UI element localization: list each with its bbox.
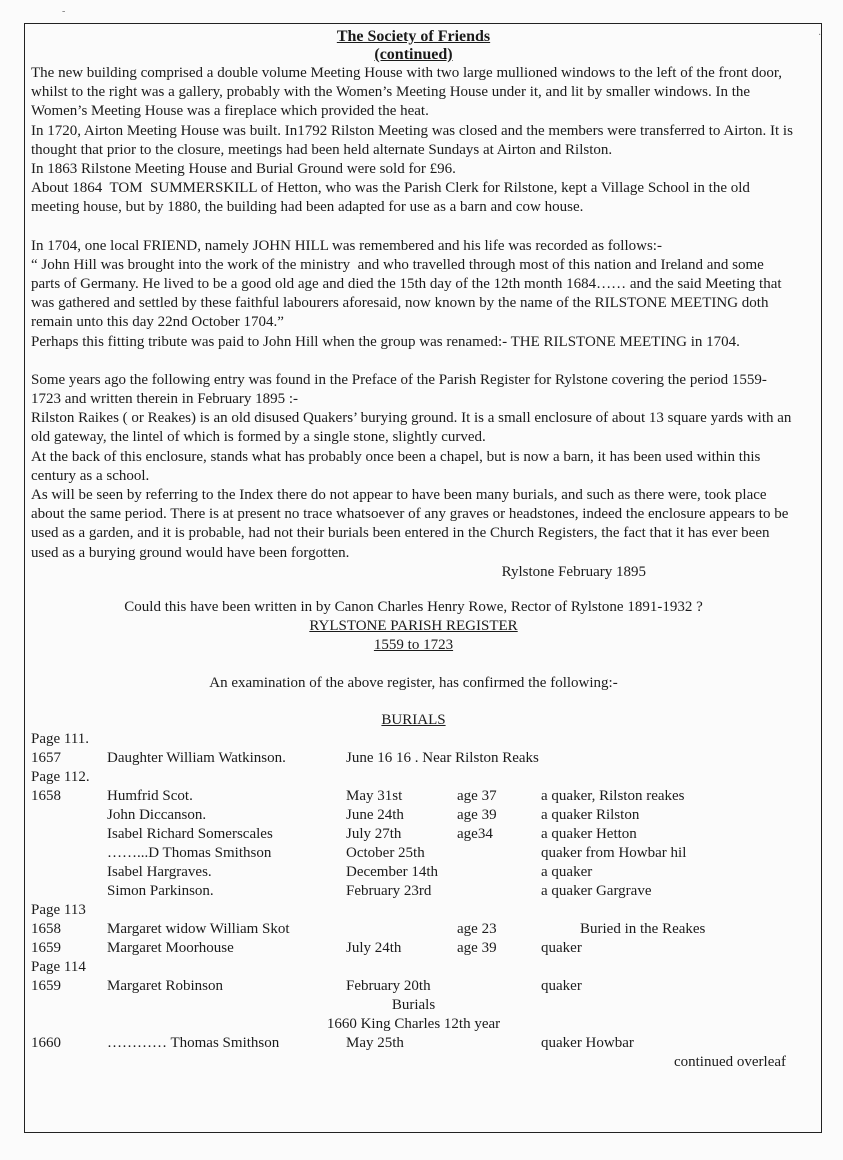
section-label: Burials (391, 997, 436, 1014)
note-cell: quaker Howbar (541, 1035, 634, 1052)
paragraph: As will be seen by referring to the Index there do not appear to have been many burials, and such as there were, took place about the same period. There is at present no trace whatsoever of any graves or headstones, indeed the enclosure appears to be used as a garden, and it is probable, had not their burials been entered in the Church Registers, the fact that it has ever been used as a burying ground would have been forgotten. (31, 487, 793, 561)
paragraph: Perhaps this fitting tribute was paid to John Hill when the group was renamed:- THE RILSTONE MEETING in 1704. (31, 333, 740, 350)
continued-note: continued overleaf (673, 1054, 786, 1071)
table-row (31, 825, 796, 844)
age-cell: age 39 (457, 807, 497, 824)
paragraph: Rilston Raikes ( or Reakes) is an old disused Quakers’ burying ground. It is a small enclosure of about 13 square yards with an old gateway, the lintel of which is formed by a single stone, slightly curved. (31, 410, 796, 446)
table-row (31, 749, 796, 768)
year-cell: 1658 (31, 921, 61, 938)
note-cell: a quaker (541, 864, 593, 881)
scan-mark: - (62, 6, 66, 17)
note-cell: a quaker, Rilston reakes (541, 788, 685, 805)
note-cell: a quaker Rilston (541, 807, 640, 824)
date-cell: July 24th (346, 940, 402, 957)
date-cell: December 14th (346, 864, 439, 881)
register-title: RYLSTONE PARISH REGISTER (309, 618, 518, 635)
age-cell: age 37 (457, 788, 497, 805)
name-cell: Humfrid Scot. (107, 788, 193, 805)
table-row (31, 863, 796, 882)
scan-mark: · (818, 30, 822, 41)
name-cell: Isabel Hargraves. (107, 864, 212, 881)
name-cell: Isabel Richard Somerscales (107, 826, 273, 843)
age-cell: age 39 (457, 940, 497, 957)
note-cell: a quaker Gargrave (541, 883, 652, 900)
table-row (31, 844, 796, 863)
name-cell: ………… Thomas Smithson (107, 1035, 280, 1052)
age-cell: age34 (457, 826, 493, 843)
paragraph: The new building comprised a double volume Meeting House with two large mullioned windows to the left of the front door, whilst to the right was a gallery, probably with the Women’s Meeting House under it, and lit by smaller windows. In the Women’s Meeting House was a fireplace which provided the heat. (31, 65, 786, 120)
name-cell: John Diccanson. (107, 807, 207, 824)
document-body (31, 28, 796, 1072)
year-cell: 1660 (31, 1035, 61, 1052)
signature: Rylstone February 1895 (501, 563, 646, 580)
table-row (31, 920, 796, 939)
note-cell: Buried in the Reakes (580, 921, 706, 938)
table-row (31, 1053, 796, 1072)
age-cell: age 23 (457, 921, 497, 938)
name-cell: Margaret Moorhouse (107, 940, 234, 957)
year-cell: 1658 (31, 788, 61, 805)
burials-table (31, 730, 796, 1072)
year-cell: 1659 (31, 940, 61, 957)
date-cell: June 24th (346, 807, 404, 824)
quotation: “ John Hill was brought into the work of the ministry and who travelled through most of this nation and Ireland and some parts of Germany. He lived to be a good old age and died the 15th day of the 12th month 1684…… and the said Meeting that was gathered and settled by these faithful labourers aforesaid, now known by the name of the RILSTONE MEETING doth remain unto this day 22nd October 1704.” (31, 256, 786, 331)
date-cell: February 23rd (346, 883, 432, 900)
date-cell: October 25th (346, 845, 425, 862)
table-row (31, 1015, 796, 1034)
page-subtitle: (continued) (374, 46, 453, 63)
table-row (31, 996, 796, 1015)
table-row (31, 882, 796, 901)
note-cell: a quaker Hetton (541, 826, 637, 843)
page-ref: Page 111. (31, 731, 90, 748)
date-cell: June 16 16 . Near Rilston Reaks (346, 750, 539, 767)
table-row (31, 806, 796, 825)
date-cell: May 25th (346, 1035, 404, 1052)
name-cell: Daughter William Watkinson. (107, 750, 286, 767)
paragraph: At the back of this enclosure, stands what has probably once been a chapel, but is now a barn, it has been used within this century as a school. (31, 448, 765, 484)
year-cell: 1657 (31, 750, 61, 767)
table-row (31, 958, 796, 977)
paragraph: Some years ago the following entry was found in the Preface of the Parish Register for Rylstone covering the period 1559-1723 and written therein in February 1895 :- (31, 371, 767, 408)
table-row (31, 730, 796, 749)
table-row (31, 787, 796, 806)
question-text: Could this have been written in by Canon Charles Henry Rowe, Rector of Rylstone 1891-1932 ? (124, 599, 703, 616)
paragraph: In 1720, Airton Meeting House was built. In1792 Rilston Meeting was closed and the members were transferred to Airton. It is thought that prior to the closure, meetings had been held alternate Sundays at Airton and Rilston. (31, 122, 797, 158)
date-cell: July 27th (346, 826, 402, 843)
burials-heading: BURIALS (381, 711, 446, 728)
paragraph: In 1704, one local FRIEND, namely JOHN HILL was remembered and his life was recorded as follows:- (31, 237, 662, 254)
examination-text: An examination of the above register, has confirmed the following:- (209, 674, 618, 691)
note-cell: quaker from Howbar hil (541, 845, 687, 862)
name-cell: Margaret widow William Skot (107, 921, 290, 938)
table-row (31, 901, 796, 920)
register-range: 1559 to 1723 (373, 637, 454, 654)
name-cell: Margaret Robinson (107, 978, 223, 995)
year-cell: 1659 (31, 978, 61, 995)
note-cell: quaker (541, 978, 582, 995)
paragraph: About 1864 TOM SUMMERSKILL of Hetton, who was the Parish Clerk for Rilstone, kept a Village School in the old meeting house, but by 1880, the building had been adapted for use as a barn and cow house. (31, 180, 754, 216)
date-cell: May 31st (346, 788, 403, 805)
note-cell: quaker (541, 940, 582, 957)
page-ref: Page 114 (31, 959, 86, 976)
table-row (31, 768, 796, 787)
name-cell: Simon Parkinson. (107, 883, 214, 900)
page-ref: Page 113 (31, 902, 86, 919)
name-cell: ……...D Thomas Smithson (107, 845, 272, 862)
page-ref: Page 112. (31, 769, 90, 786)
date-cell: February 20th (346, 978, 431, 995)
table-row (31, 1034, 796, 1053)
page-title: The Society of Friends (336, 28, 491, 45)
table-row (31, 977, 796, 996)
section-label: 1660 King Charles 12th year (326, 1016, 501, 1033)
table-row (31, 939, 796, 958)
paragraph: In 1863 Rilstone Meeting House and Burial Ground were sold for £96. (31, 161, 456, 178)
